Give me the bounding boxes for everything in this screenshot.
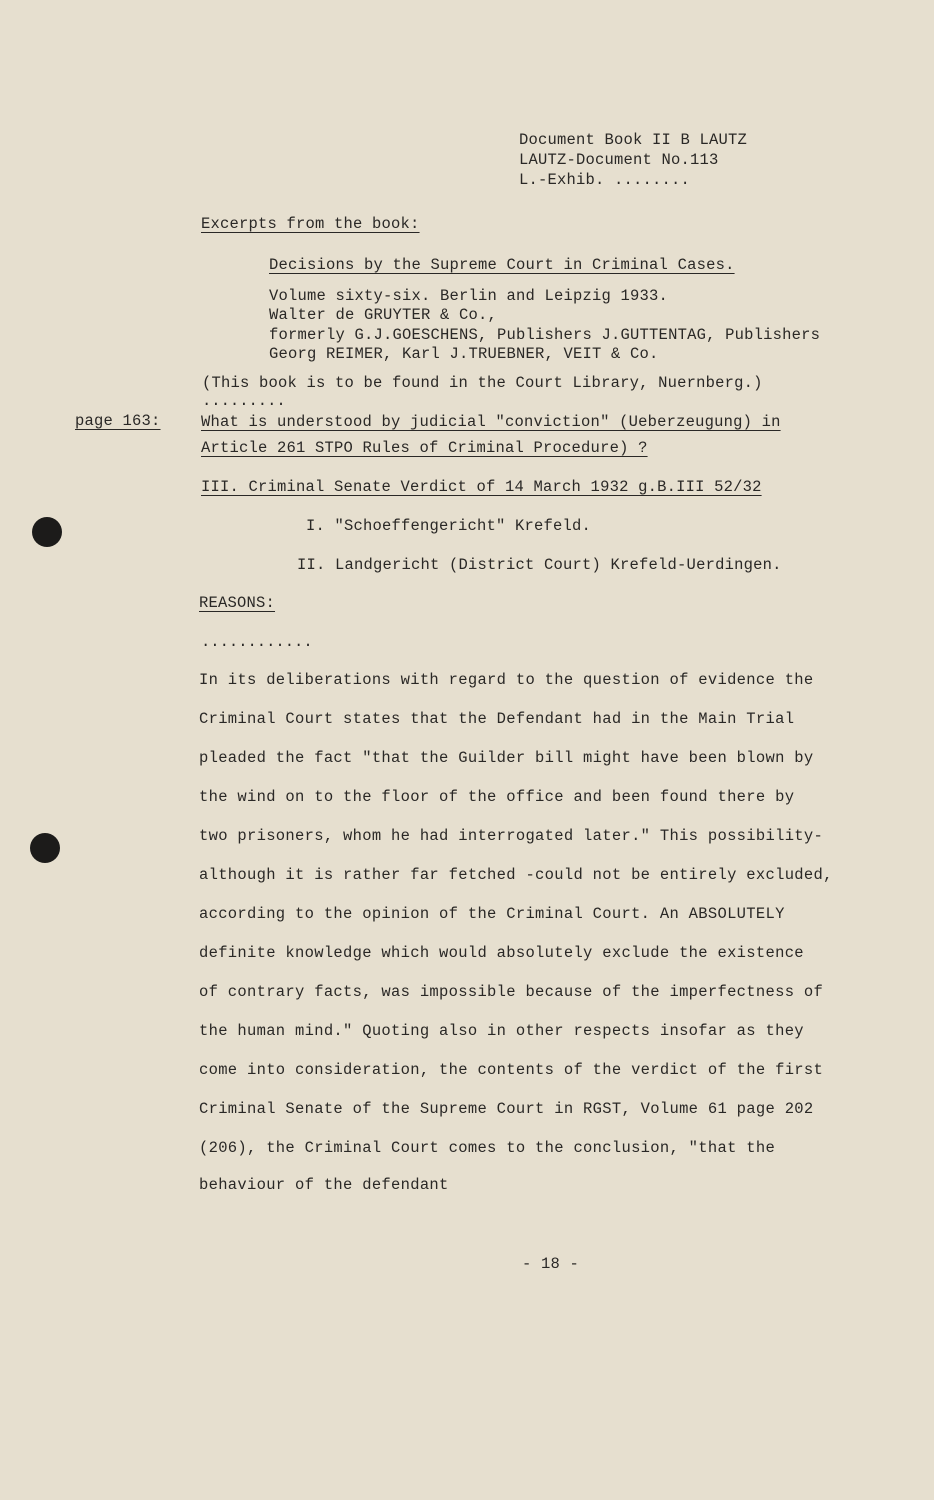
body-line: come into consideration, the contents of the verdict of the first — [199, 1061, 824, 1079]
court-first-instance: I. "Schoeffengericht" Krefeld. — [306, 517, 592, 535]
question-line-1: What is understood by judicial "conviction" (Ueberzeugung) in — [201, 413, 781, 431]
verdict-heading: III. Criminal Senate Verdict of 14 March 1932 g.B.III 52/32 — [201, 478, 762, 496]
reasons-heading: REASONS: — [199, 594, 276, 612]
page-number: - 18 - — [522, 1255, 580, 1273]
body-line: pleaded the fact "that the Guilder bill might have been blown by — [199, 749, 814, 767]
body-line: the human mind." Quoting also in other respects insofar as they — [199, 1022, 804, 1040]
header-exhibit: L.-Exhib. ........ — [519, 171, 691, 189]
punch-hole — [30, 833, 60, 863]
court-second-instance: II. Landgericht (District Court) Krefeld-Uerdingen. — [297, 556, 782, 574]
body-line: of contrary facts, was impossible because of the imperfectness of — [199, 983, 824, 1001]
body-line: (206), the Criminal Court comes to the conclusion, "that the — [199, 1139, 776, 1157]
body-line: Criminal Court states that the Defendant had in the Main Trial — [199, 710, 795, 728]
body-line: two prisoners, whom he had interrogated later." This possibility- — [199, 827, 824, 845]
book-title: Decisions by the Supreme Court in Criminal Cases. — [269, 256, 735, 274]
book-volume: Volume sixty-six. Berlin and Leipzig 1933. — [269, 287, 669, 305]
excerpt-heading: Excerpts from the book: — [201, 215, 420, 233]
body-line: behaviour of the defendant — [199, 1176, 449, 1194]
ellipsis-dots: ......... — [202, 392, 286, 410]
header-document-number: LAUTZ-Document No.113 — [519, 151, 719, 169]
header-document-book: Document Book II B LAUTZ — [519, 131, 748, 149]
body-line: the wind on to the floor of the office and been found there by — [199, 788, 795, 806]
body-line: definite knowledge which would absolutely exclude the existence — [199, 944, 804, 962]
reasons-dots: ............ — [201, 633, 313, 651]
body-line: according to the opinion of the Criminal Court. An ABSOLUTELY — [199, 905, 785, 923]
library-note: (This book is to be found in the Court Library, Nuernberg.) — [202, 374, 763, 392]
punch-hole — [32, 517, 62, 547]
book-publisher: Walter de GRUYTER & Co., — [269, 306, 498, 324]
book-publisher-former: formerly G.J.GOESCHENS, Publishers J.GUTTENTAG, Publishers — [269, 326, 821, 344]
body-line: Criminal Senate of the Supreme Court in RGST, Volume 61 page 202 — [199, 1100, 814, 1118]
page-reference: page 163: — [75, 412, 161, 430]
book-publisher-others: Georg REIMER, Karl J.TRUEBNER, VEIT & Co. — [269, 345, 659, 363]
body-line: In its deliberations with regard to the question of evidence the — [199, 671, 814, 689]
question-line-2: Article 261 STPO Rules of Criminal Procedure) ? — [201, 439, 648, 457]
body-line: although it is rather far fetched -could not be entirely excluded, — [199, 866, 833, 884]
